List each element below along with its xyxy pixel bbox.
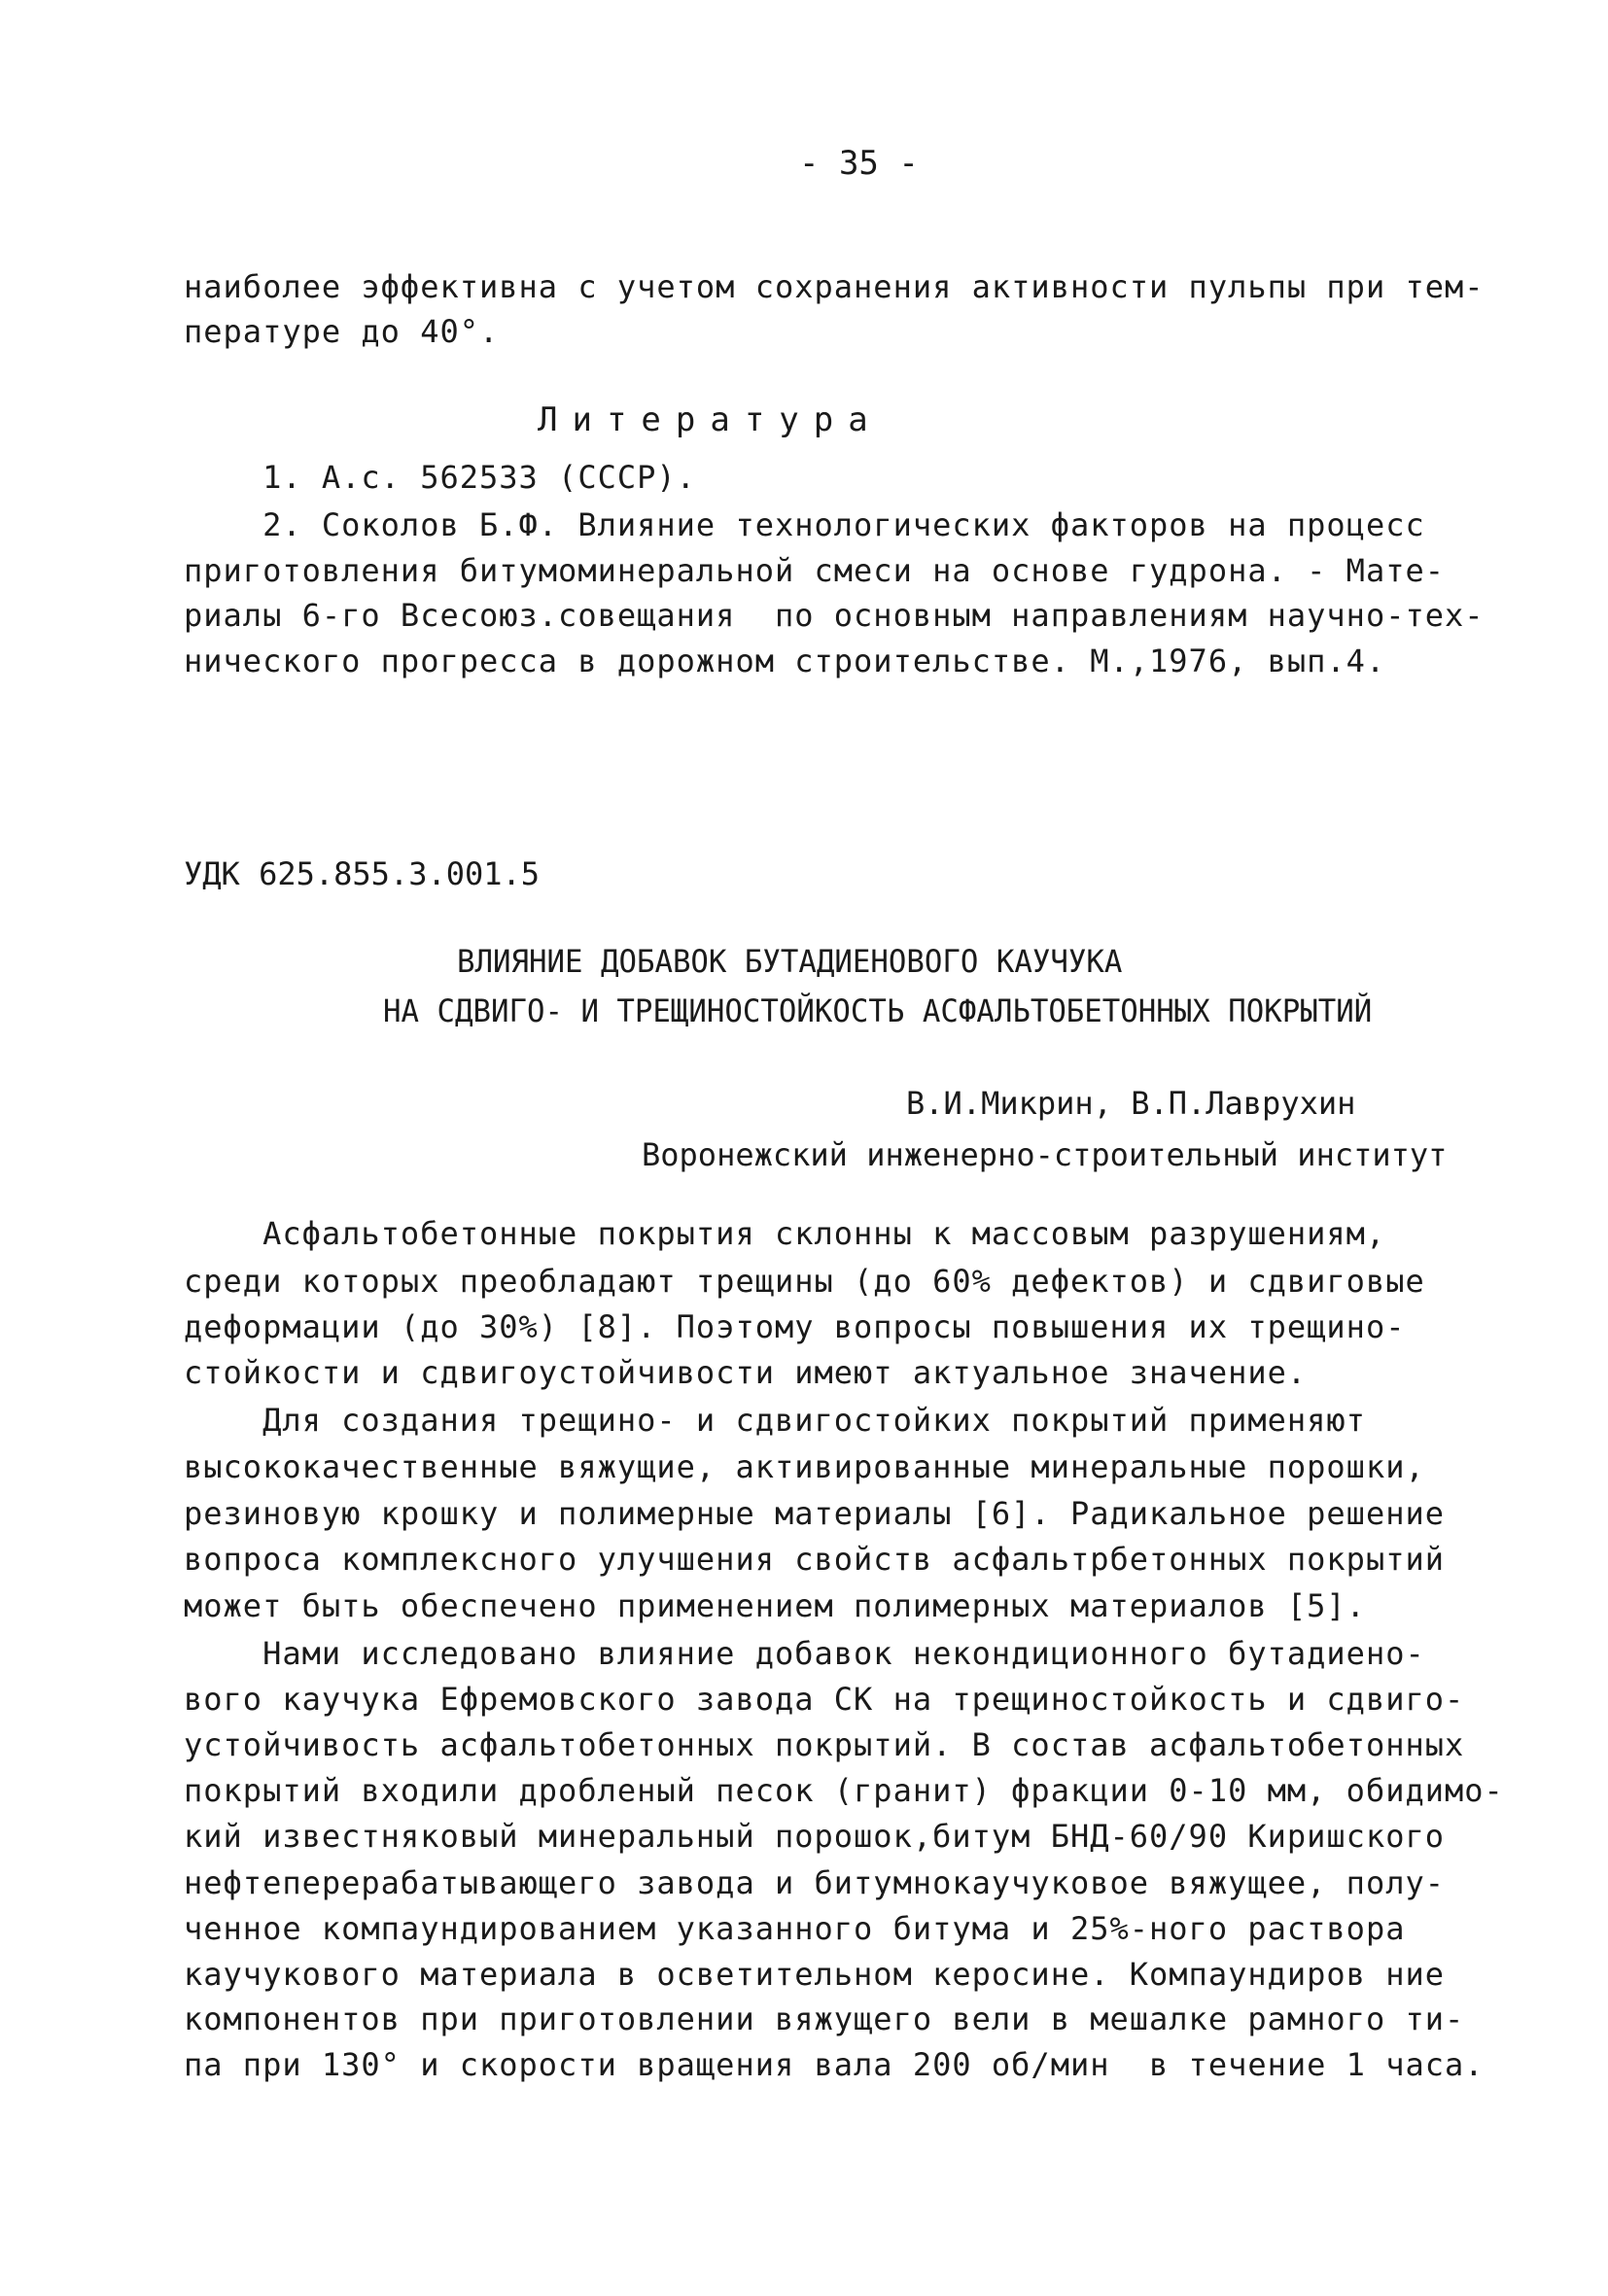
body-line: нефтеперерабатывающего завода и битумнокаучуковое вяжущее, полу- [184,1864,1445,1901]
body-line: Асфальтобетонные покрытия склонны к массовым разрушениям, [184,1215,1386,1252]
body-line: покрытий входили дробленый песок (гранит) фракции 0-10 мм, обидимо- [184,1772,1504,1809]
body-line: может быть обеспечено применением полимерных материалов [5]. [184,1587,1366,1624]
body-line: каучукового материала в осветительном керосине. Компаундиров ние [184,1956,1445,1993]
article-title-line: НА СДВИГО- И ТРЕЩИНОСТОЙКОСТЬ АСФАЛЬТОБЕТОННЫХ ПОКРЫТИЙ [383,992,1373,1029]
article-authors: В.И.Микрин, В.П.Лаврухин [906,1085,1356,1122]
body-line: деформации (до 30%) [8]. Поэтому вопросы повышения их трещино- [184,1308,1406,1345]
literature-line: риалы 6-го Всесоюз.совещания по основным направлениям научно-тех- [184,597,1485,634]
literature-heading: Литература [538,400,883,439]
body-line: па при 130° и скорости вращения вала 200 об/мин в течение 1 часа. [184,2046,1485,2083]
article-title-line: ВЛИЯНИЕ ДОБАВОК БУТАДИЕНОВОГО КАУЧУКА [457,943,1123,980]
body-line: компонентов при приготовлении вяжущего вели в мешалке рамного ти- [184,2000,1465,2037]
body-line: устойчивость асфальтобетонных покрытий. В состав асфальтобетонных [184,1726,1465,1763]
body-line: резиновую крошку и полимерные материалы [6]. Радикальное решение [184,1495,1445,1532]
body-line: среди которых преобладают трещины (до 60% дефектов) и сдвиговые [184,1263,1425,1300]
body-line: вого каучука Ефремовского завода СК на трещиностойкость и сдвиго- [184,1681,1465,1718]
body-line: ченное компаундированием указанного битума и 25%-ного раствора [184,1910,1406,1947]
intro-line: наиболее эффективна с учетом сохранения активности пульпы при тем- [184,268,1485,305]
body-line: вопроса комплексного улучшения свойств асфальтрбетонных покрытий [184,1541,1445,1578]
article-institution: Воронежский инженерно-строительный институт [642,1136,1448,1173]
intro-line: пературе до 40°. [184,313,500,350]
literature-line: приготовления битумоминеральной смеси на основе гудрона. - Мате- [184,552,1445,589]
body-line: высококачественные вяжущие, активированные минеральные порошки, [184,1448,1425,1485]
udk-code: УДК 625.855.3.001.5 [184,855,541,892]
body-line: кий известняковый минеральный порошок,битум БНД-60/90 Киришского [184,1818,1445,1855]
body-line: Для создания трещино- и сдвигостойких покрытий применяют [184,1402,1366,1439]
body-line: стойкости и сдвигоустойчивости имеют актуальное значение. [184,1354,1308,1391]
body-line: Нами исследовано влияние добавок некондиционного бутадиено- [184,1635,1425,1672]
literature-line: 2. Соколов Б.Ф. Влияние технологических факторов на процесс [184,506,1425,543]
literature-line: 1. А.с. 562533 (СССР). [184,459,696,496]
page-number: - 35 - [799,144,919,183]
literature-line: нического прогресса в дорожном строительстве. М.,1976, вып.4. [184,643,1386,679]
